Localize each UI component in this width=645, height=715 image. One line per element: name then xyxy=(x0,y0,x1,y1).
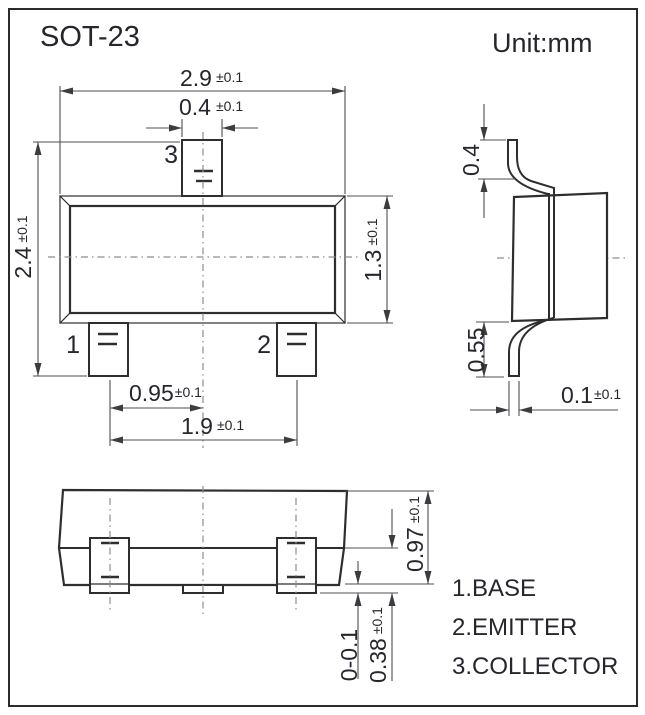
dim-body-width-tolerance: ±0.1 xyxy=(215,69,244,85)
dim-tab-width-tolerance: ±0.1 xyxy=(215,98,244,114)
dim-pin-pitch-value: 0.95 xyxy=(129,380,174,406)
dim-lead-bottom-label xyxy=(463,328,489,373)
dim-lead-top-value: 0.4 xyxy=(458,144,484,176)
pin-legend xyxy=(452,575,618,680)
dim-pin-pitch-tolerance: ±0.1 xyxy=(174,384,202,400)
dim-lead-thickness-label xyxy=(561,382,621,408)
dim-lead-thickness-value: 0.1 xyxy=(561,382,593,408)
pin2-number-label: 2 xyxy=(257,331,271,359)
top-view xyxy=(10,65,393,448)
page-title: SOT-23 xyxy=(40,21,140,53)
top-view-pin2-lead xyxy=(277,323,316,376)
dim-standoff-label xyxy=(336,629,362,681)
dim-pin-span-tolerance: ±0.1 xyxy=(216,417,245,433)
side-view xyxy=(458,104,627,416)
dim-body-height-label xyxy=(402,496,428,572)
dim-body-length-value: 1.3 xyxy=(360,249,386,282)
dim-lead-width-label xyxy=(365,607,391,683)
dim-lead-bottom-value: 0.55 xyxy=(463,327,489,373)
dim-overall-length-value: 2.4 xyxy=(10,246,36,279)
legend-pin1-base: 1.BASE xyxy=(452,575,537,602)
legend-pin3-collector: 3.COLLECTOR xyxy=(452,653,619,680)
dim-body-height-value: 0.97 xyxy=(402,527,428,572)
dim-lead-thickness-tolerance: ±0.1 xyxy=(593,386,622,402)
dim-lead-width-tolerance: ±0.1 xyxy=(369,607,385,635)
dim-body-width-value: 2.9 xyxy=(180,65,212,91)
top-view-pin1-lead xyxy=(89,323,128,376)
side-view-body-outline xyxy=(512,193,607,321)
dim-overall-length-tolerance: ±0.1 xyxy=(14,215,30,243)
dim-body-width-label xyxy=(180,65,243,91)
dim-pin-span-value: 1.9 xyxy=(181,413,213,439)
pin1-number-label: 1 xyxy=(66,331,80,359)
dim-body-height-tolerance: ±0.1 xyxy=(406,496,422,524)
unit-label: Unit:mm xyxy=(492,28,593,58)
legend-pin2-emitter: 2.EMITTER xyxy=(452,614,578,641)
dim-pin-span-label xyxy=(181,413,244,439)
dim-standoff-value: 0-0.1 xyxy=(336,628,362,682)
front-view xyxy=(59,486,434,683)
pin3-number-label: 3 xyxy=(164,141,178,169)
dim-tab-width-label xyxy=(179,94,243,120)
dim-pin-pitch-label xyxy=(129,380,202,406)
dim-body-length-label xyxy=(360,218,386,281)
dim-overall-length-label xyxy=(10,215,36,278)
dim-lead-width-value: 0.38 xyxy=(365,638,391,683)
dim-lead-top-label xyxy=(458,144,484,176)
dim-body-length-tolerance: ±0.1 xyxy=(364,218,380,246)
side-view-upper-lead xyxy=(508,140,554,194)
dim-tab-width-value: 0.4 xyxy=(179,94,211,120)
side-view-lower-lead xyxy=(509,318,553,376)
top-view-pin3-lead xyxy=(182,140,222,196)
